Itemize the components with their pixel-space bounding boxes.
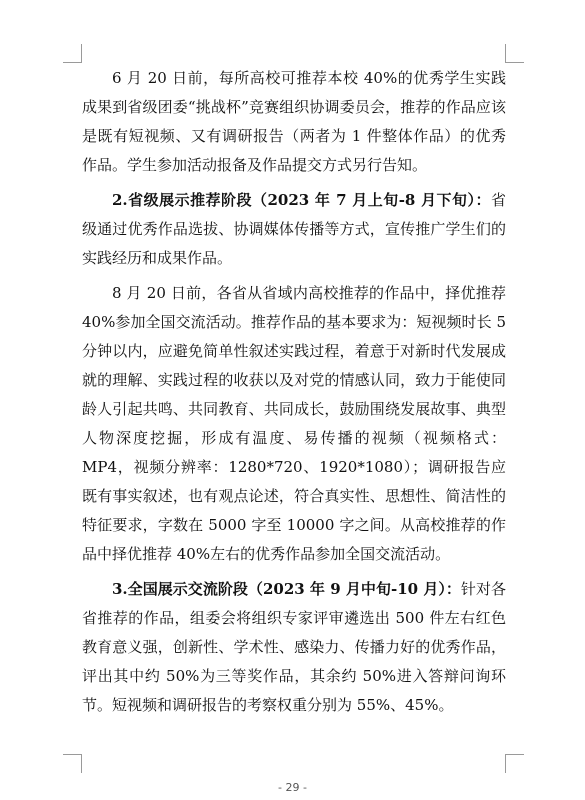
document-body [82, 64, 506, 720]
paragraph-2-text: 省级通过优秀作品选拔、协调媒体传播等方式，宣传推广学生们的实践经历和成果作品。 [82, 191, 506, 267]
crop-mark-top-left [63, 44, 82, 63]
crop-mark-bottom-right [505, 754, 524, 773]
crop-mark-top-right [505, 44, 524, 63]
section-heading-provincial: 2.省级展示推荐阶段（2023 年 7 月上旬-8 月下旬）： [112, 191, 491, 209]
paragraph-4-text: 针对各省推荐的作品，组委会将组织专家评审遴选出 500 件左右红色教育意义强，创新性、学术性、感染力、传播力好的优秀作品，评出其中约 50%为三等奖作品，其余约 50%进入答辩问询环节。短视频和调研报告的考察权重分别为 55%、45%。 [82, 580, 506, 714]
page-number: - 29 - [278, 781, 307, 794]
crop-mark-bottom-left [63, 754, 82, 773]
paragraph-4 [82, 575, 506, 720]
paragraph-2 [82, 186, 506, 273]
paragraph-1: 6 月 20 日前，每所高校可推荐本校 40%的优秀学生实践成果到省级团委“挑战杯”竞赛组织协调委员会，推荐的作品应该是既有短视频、又有调研报告（两者为 1 件整体作品）的优秀作品。学生参加活动报备及作品提交方式另行告知。 [82, 69, 506, 174]
paragraph-3: 8 月 20 日前，各省从省域内高校推荐的作品中，择优推荐 40%参加全国交流活动。推荐作品的基本要求为：短视频时长 5 分钟以内，应避免简单性叙述实践过程，着意于对新时代发展成就的理解、实践过程的收获以及对党的情感认同，致力于能使同龄人引起共鸣、共同教育、共同成长，鼓励围绕发展故事、典型人物深度挖掘，形成有温度、易传播的视频（视频格式：MP4，视频分辨率：1280*720、1920*1080）；调研报告应既有事实叙述，也有观点论述，符合真实性、思想性、简洁性的特征要求，字数在 5000 字至 10000 字之间。从高校推荐的作品中择优推荐 40%左右的优秀作品参加全国交流活动。 [82, 284, 506, 563]
section-heading-national: 3.全国展示交流阶段（2023 年 9 月中旬-10 月）： [112, 580, 461, 598]
